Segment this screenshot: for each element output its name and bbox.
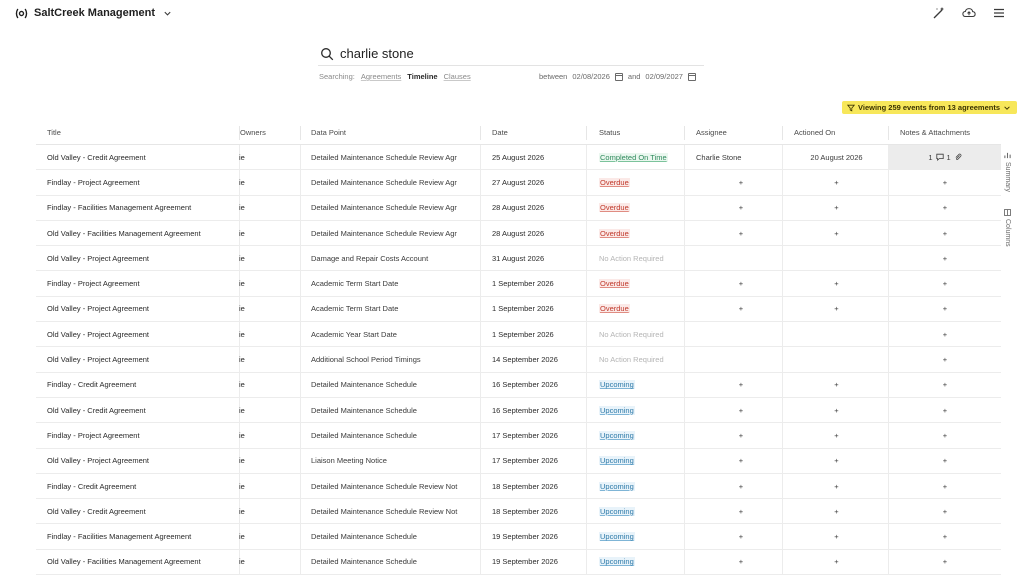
- add-actioned-on-button[interactable]: +: [834, 532, 839, 542]
- cell-actioned-on[interactable]: [794, 347, 879, 371]
- cell-notes[interactable]: [889, 145, 1001, 169]
- cell-title[interactable]: Old Valley - Credit Agreement: [47, 405, 146, 415]
- table-row[interactable]: [36, 373, 1001, 398]
- cell-title[interactable]: Findlay - Credit Agreement: [47, 481, 137, 491]
- cell-divider: [300, 499, 301, 523]
- cell-status: [599, 423, 689, 447]
- cell-data-point: Damage and Repair Costs Account: [311, 253, 429, 263]
- cell-divider: [300, 271, 301, 295]
- add-actioned-on-button[interactable]: +: [834, 228, 839, 238]
- org-name: SaltCreek Management: [34, 7, 156, 19]
- scope-timeline[interactable]: Timeline: [407, 72, 438, 81]
- add-assignee-button[interactable]: +: [738, 203, 744, 213]
- cell-title[interactable]: Old Valley - Project Agreement: [47, 253, 149, 263]
- cell-divider: [480, 145, 481, 169]
- cell-date: 19 September 2026: [492, 532, 558, 542]
- chevron-down-icon: [163, 9, 172, 18]
- cell-assignee[interactable]: [696, 246, 786, 270]
- cell-divider: [300, 347, 301, 371]
- cell-title[interactable]: Old Valley - Credit Agreement: [47, 152, 146, 162]
- and-label: and: [627, 72, 641, 81]
- status-badge[interactable]: Upcoming: [600, 456, 634, 466]
- cell-status: [599, 170, 689, 194]
- add-note-button[interactable]: +: [942, 304, 948, 314]
- status-badge[interactable]: Upcoming: [600, 557, 634, 567]
- menu-icon[interactable]: [992, 6, 1006, 20]
- cell-owners: ie: [239, 152, 245, 162]
- cell-status: [599, 271, 689, 295]
- table-body: [36, 145, 1001, 575]
- add-actioned-on-button[interactable]: +: [834, 430, 839, 440]
- status-badge[interactable]: Overdue: [600, 177, 629, 187]
- notes-count: 1: [928, 152, 933, 162]
- cell-owners: ie: [239, 456, 245, 466]
- cell-owners: ie: [239, 380, 245, 390]
- cell-date: 16 September 2026: [492, 405, 558, 415]
- date-to-field[interactable]: 02/09/2027: [645, 72, 683, 81]
- add-note-button[interactable]: +: [942, 329, 948, 339]
- column-divider[interactable]: [782, 126, 783, 140]
- cell-title[interactable]: Findlay - Facilities Management Agreement: [47, 203, 192, 213]
- org-logo-icon: [15, 8, 28, 19]
- col-header-owners[interactable]: Owners: [240, 128, 266, 137]
- cell-divider: [480, 271, 481, 295]
- table-row[interactable]: [36, 423, 1001, 448]
- cell-status: [599, 550, 689, 574]
- searching-label: Searching:: [319, 72, 355, 81]
- add-assignee-button[interactable]: +: [738, 481, 744, 491]
- cell-divider: [300, 145, 301, 169]
- table-row[interactable]: [36, 499, 1001, 524]
- magic-wand-icon[interactable]: [932, 6, 946, 20]
- add-assignee-button[interactable]: +: [738, 380, 744, 390]
- status-badge: No Action Required: [599, 329, 664, 339]
- add-note-button[interactable]: +: [942, 532, 948, 542]
- add-actioned-on-button[interactable]: +: [834, 177, 839, 187]
- add-actioned-on-button[interactable]: +: [834, 456, 839, 466]
- cell-date: 18 September 2026: [492, 506, 558, 516]
- table-row[interactable]: [36, 145, 1001, 170]
- cell-assignee[interactable]: Charlie Stone: [696, 152, 742, 162]
- cell-divider: [300, 196, 301, 220]
- status-badge: No Action Required: [599, 253, 664, 263]
- cell-data-point: Academic Year Start Date: [311, 329, 397, 339]
- cell-date: 17 September 2026: [492, 430, 558, 440]
- viewing-events-badge[interactable]: [842, 101, 1017, 114]
- add-note-button[interactable]: +: [942, 405, 948, 415]
- table-row[interactable]: [36, 347, 1001, 372]
- cell-owners: ie: [239, 532, 245, 542]
- add-assignee-button[interactable]: +: [738, 228, 744, 238]
- cell-divider: [480, 322, 481, 346]
- cell-divider: [480, 246, 481, 270]
- add-assignee-button[interactable]: +: [738, 456, 744, 466]
- cell-data-point: Liaison Meeting Notice: [311, 456, 387, 466]
- status-badge[interactable]: Upcoming: [600, 380, 634, 390]
- cell-divider: [300, 423, 301, 447]
- cell-data-point: Academic Term Start Date: [311, 304, 399, 314]
- cell-assignee[interactable]: [696, 347, 786, 371]
- add-note-button[interactable]: +: [942, 253, 948, 263]
- cell-title[interactable]: Old Valley - Facilities Management Agreement: [47, 557, 201, 567]
- add-note-button[interactable]: +: [942, 203, 948, 213]
- cell-divider: [300, 170, 301, 194]
- cell-divider: [480, 196, 481, 220]
- table-row[interactable]: [36, 398, 1001, 423]
- comment-icon: [936, 153, 944, 161]
- cell-owners: ie: [239, 279, 245, 289]
- cell-data-point: Detailed Maintenance Schedule: [311, 557, 417, 567]
- cell-date: 19 September 2026: [492, 557, 558, 567]
- column-divider[interactable]: [888, 126, 889, 140]
- status-badge[interactable]: Upcoming: [600, 405, 634, 415]
- calendar-icon[interactable]: [615, 73, 623, 81]
- add-assignee-button[interactable]: +: [738, 304, 744, 314]
- add-assignee-button[interactable]: +: [738, 177, 744, 187]
- add-assignee-button[interactable]: +: [738, 532, 744, 542]
- cell-title[interactable]: Findlay - Facilities Management Agreement: [47, 532, 192, 542]
- cell-title[interactable]: Old Valley - Project Agreement: [47, 355, 149, 365]
- column-divider[interactable]: [300, 126, 301, 140]
- table-row[interactable]: [36, 449, 1001, 474]
- cell-title[interactable]: Findlay - Credit Agreement: [47, 380, 137, 390]
- cell-divider: [300, 246, 301, 270]
- add-assignee-button[interactable]: +: [738, 405, 744, 415]
- cell-divider: [480, 221, 481, 245]
- add-note-button[interactable]: +: [942, 228, 948, 238]
- cell-status: [599, 246, 689, 270]
- cell-status: [599, 449, 689, 473]
- chevron-down-icon: [1003, 104, 1011, 112]
- status-badge[interactable]: Overdue: [600, 203, 629, 213]
- cell-date: 25 August 2026: [492, 152, 545, 162]
- paperclip-icon: [954, 153, 962, 161]
- add-actioned-on-button[interactable]: +: [834, 203, 839, 213]
- cell-owners: ie: [239, 481, 245, 491]
- cloud-upload-icon[interactable]: [962, 6, 976, 20]
- cell-divider: [480, 449, 481, 473]
- cell-title[interactable]: Findlay - Project Agreement: [47, 430, 140, 440]
- table-row[interactable]: [36, 221, 1001, 246]
- add-note-button[interactable]: +: [942, 177, 948, 187]
- cell-date: 16 September 2026: [492, 380, 558, 390]
- cell-data-point: Detailed Maintenance Schedule: [311, 405, 417, 415]
- add-assignee-button[interactable]: +: [738, 506, 744, 516]
- cell-divider: [300, 449, 301, 473]
- status-badge[interactable]: Upcoming: [600, 481, 634, 491]
- attachments-count: 1: [946, 152, 951, 162]
- cell-divider: [300, 474, 301, 498]
- cell-owners: ie: [239, 304, 245, 314]
- cell-owners: ie: [239, 329, 245, 339]
- table-row[interactable]: [36, 297, 1001, 322]
- status-badge[interactable]: Upcoming: [600, 506, 634, 516]
- cell-date: 17 September 2026: [492, 456, 558, 466]
- cell-title[interactable]: Old Valley - Project Agreement: [47, 329, 149, 339]
- status-badge[interactable]: Overdue: [600, 304, 629, 314]
- status-badge[interactable]: Upcoming: [600, 430, 634, 440]
- col-header-actioned-on[interactable]: Actioned On: [794, 128, 836, 137]
- bar-chart-icon: [1004, 152, 1011, 159]
- status-badge[interactable]: Completed On Time: [600, 152, 667, 162]
- add-note-button[interactable]: +: [942, 279, 948, 289]
- add-actioned-on-button[interactable]: +: [834, 405, 839, 415]
- add-note-button[interactable]: +: [942, 380, 948, 390]
- scope-agreements[interactable]: Agreements: [360, 72, 402, 81]
- cell-divider: [480, 297, 481, 321]
- cell-divider: [300, 322, 301, 346]
- cell-date: 27 August 2026: [492, 177, 545, 187]
- add-actioned-on-button[interactable]: +: [834, 380, 839, 390]
- viewing-text: Viewing 259 events from 13 agreements: [858, 103, 1001, 112]
- date-range-filter: [539, 72, 696, 81]
- add-note-button[interactable]: +: [942, 430, 948, 440]
- columns-icon: [1004, 209, 1011, 216]
- cell-data-point: Academic Term Start Date: [311, 279, 399, 289]
- add-note-button[interactable]: +: [942, 557, 948, 567]
- cell-owners: ie: [239, 355, 245, 365]
- cell-title[interactable]: Old Valley - Project Agreement: [47, 456, 149, 466]
- cell-owners: ie: [239, 177, 245, 187]
- cell-actioned-on[interactable]: 20 August 2026: [810, 152, 863, 162]
- cell-divider: [480, 373, 481, 397]
- cell-assignee[interactable]: [696, 322, 786, 346]
- cell-owners: ie: [239, 203, 245, 213]
- search-icon: [320, 47, 334, 61]
- cell-data-point: Detailed Maintenance Schedule Review Agr: [311, 152, 457, 162]
- add-assignee-button[interactable]: +: [738, 279, 744, 289]
- search-bar[interactable]: [318, 42, 704, 66]
- cell-owners: ie: [239, 405, 245, 415]
- add-actioned-on-button[interactable]: +: [834, 304, 839, 314]
- status-badge: No Action Required: [599, 355, 664, 365]
- cell-date: 1 September 2026: [492, 304, 554, 314]
- cell-data-point: Detailed Maintenance Schedule Review Agr: [311, 203, 457, 213]
- column-divider[interactable]: [480, 126, 481, 140]
- column-divider[interactable]: [586, 126, 587, 140]
- cell-status: [599, 322, 689, 346]
- col-header-notes[interactable]: Notes & Attachments: [900, 128, 971, 137]
- add-note-button[interactable]: +: [942, 456, 948, 466]
- table-row[interactable]: [36, 474, 1001, 499]
- between-label: between: [539, 72, 568, 81]
- table-row[interactable]: [36, 271, 1001, 296]
- cell-actioned-on[interactable]: [794, 246, 879, 270]
- cell-data-point: Detailed Maintenance Schedule Review Not: [311, 506, 458, 516]
- col-header-assignee[interactable]: Assignee: [696, 128, 727, 137]
- table-header: [36, 121, 1001, 145]
- table-row[interactable]: [36, 550, 1001, 575]
- add-assignee-button[interactable]: +: [738, 430, 744, 440]
- cell-data-point: Detailed Maintenance Schedule: [311, 380, 417, 390]
- status-badge[interactable]: Overdue: [600, 228, 629, 238]
- cell-divider: [480, 499, 481, 523]
- table-row[interactable]: [36, 322, 1001, 347]
- columns-tab[interactable]: [1004, 209, 1011, 247]
- cell-title[interactable]: Old Valley - Project Agreement: [47, 304, 149, 314]
- cell-divider: [480, 398, 481, 422]
- top-bar: [0, 0, 1024, 30]
- cell-divider: [480, 474, 481, 498]
- cell-status: [599, 196, 689, 220]
- search-scope: [319, 72, 471, 81]
- date-from-field[interactable]: 02/08/2026: [572, 72, 610, 81]
- col-header-date[interactable]: Date: [492, 128, 508, 137]
- col-header-data-point[interactable]: Data Point: [311, 128, 347, 137]
- cell-owners: ie: [239, 557, 245, 567]
- cell-title[interactable]: Old Valley - Credit Agreement: [47, 506, 146, 516]
- timeline-table: [36, 121, 1001, 575]
- filter-icon: [847, 104, 855, 112]
- scope-clauses[interactable]: Clauses: [443, 72, 471, 81]
- cell-data-point: Additional School Period Timings: [311, 355, 421, 365]
- cell-date: 28 August 2026: [492, 203, 545, 213]
- cell-date: 1 September 2026: [492, 279, 554, 289]
- cell-status: [599, 221, 689, 245]
- cell-date: 28 August 2026: [492, 228, 545, 238]
- summary-tab[interactable]: [1004, 152, 1011, 192]
- cell-divider: [300, 550, 301, 574]
- add-note-button[interactable]: +: [942, 481, 948, 491]
- table-row[interactable]: [36, 196, 1001, 221]
- cell-status: [599, 297, 689, 321]
- cell-owners: ie: [239, 506, 245, 516]
- cell-data-point: Detailed Maintenance Schedule Review Not: [311, 481, 458, 491]
- status-badge[interactable]: Upcoming: [600, 532, 634, 542]
- cell-owners: ie: [239, 228, 245, 238]
- cell-divider: [480, 347, 481, 371]
- table-row[interactable]: [36, 524, 1001, 549]
- add-note-button[interactable]: +: [942, 355, 948, 365]
- columns-tab-label: Columns: [1004, 219, 1011, 247]
- cell-title[interactable]: Findlay - Project Agreement: [47, 177, 140, 187]
- add-note-button[interactable]: +: [942, 506, 948, 516]
- cell-status: [599, 524, 689, 548]
- table-row[interactable]: [36, 170, 1001, 195]
- cell-divider: [300, 524, 301, 548]
- cell-divider: [480, 524, 481, 548]
- cell-data-point: Detailed Maintenance Schedule: [311, 430, 417, 440]
- cell-date: 31 August 2026: [492, 253, 545, 263]
- cell-divider: [480, 550, 481, 574]
- cell-actioned-on[interactable]: [794, 322, 879, 346]
- search-input[interactable]: [340, 46, 680, 61]
- cell-status: [599, 347, 689, 371]
- cell-divider: [300, 398, 301, 422]
- cell-status: [599, 145, 689, 169]
- cell-status: [599, 373, 689, 397]
- cell-data-point: Detailed Maintenance Schedule: [311, 532, 417, 542]
- add-assignee-button[interactable]: +: [738, 557, 744, 567]
- cell-date: 14 September 2026: [492, 355, 558, 365]
- add-actioned-on-button[interactable]: +: [834, 279, 839, 289]
- org-switcher[interactable]: [15, 7, 172, 19]
- col-header-status[interactable]: Status: [599, 128, 621, 137]
- cell-owners: ie: [239, 430, 245, 440]
- cell-divider: [480, 170, 481, 194]
- cell-status: [599, 474, 689, 498]
- cell-title[interactable]: Findlay - Project Agreement: [47, 279, 140, 289]
- cell-divider: [300, 221, 301, 245]
- cell-divider: [480, 423, 481, 447]
- add-actioned-on-button[interactable]: +: [834, 481, 839, 491]
- col-header-title[interactable]: Title: [47, 128, 61, 137]
- cell-data-point: Detailed Maintenance Schedule Review Agr: [311, 228, 457, 238]
- calendar-icon[interactable]: [688, 73, 696, 81]
- column-divider[interactable]: [684, 126, 685, 140]
- cell-date: 18 September 2026: [492, 481, 558, 491]
- cell-divider: [300, 373, 301, 397]
- cell-owners: ie: [239, 253, 245, 263]
- cell-status: [599, 499, 689, 523]
- cell-title[interactable]: Old Valley - Facilities Management Agreement: [47, 228, 201, 238]
- status-badge[interactable]: Overdue: [600, 279, 629, 289]
- cell-data-point: Detailed Maintenance Schedule Review Agr: [311, 177, 457, 187]
- cell-status: [599, 398, 689, 422]
- summary-tab-label: Summary: [1004, 162, 1011, 192]
- cell-divider: [300, 297, 301, 321]
- cell-date: 1 September 2026: [492, 329, 554, 339]
- table-row[interactable]: [36, 246, 1001, 271]
- add-actioned-on-button[interactable]: +: [834, 557, 839, 567]
- add-actioned-on-button[interactable]: +: [834, 506, 839, 516]
